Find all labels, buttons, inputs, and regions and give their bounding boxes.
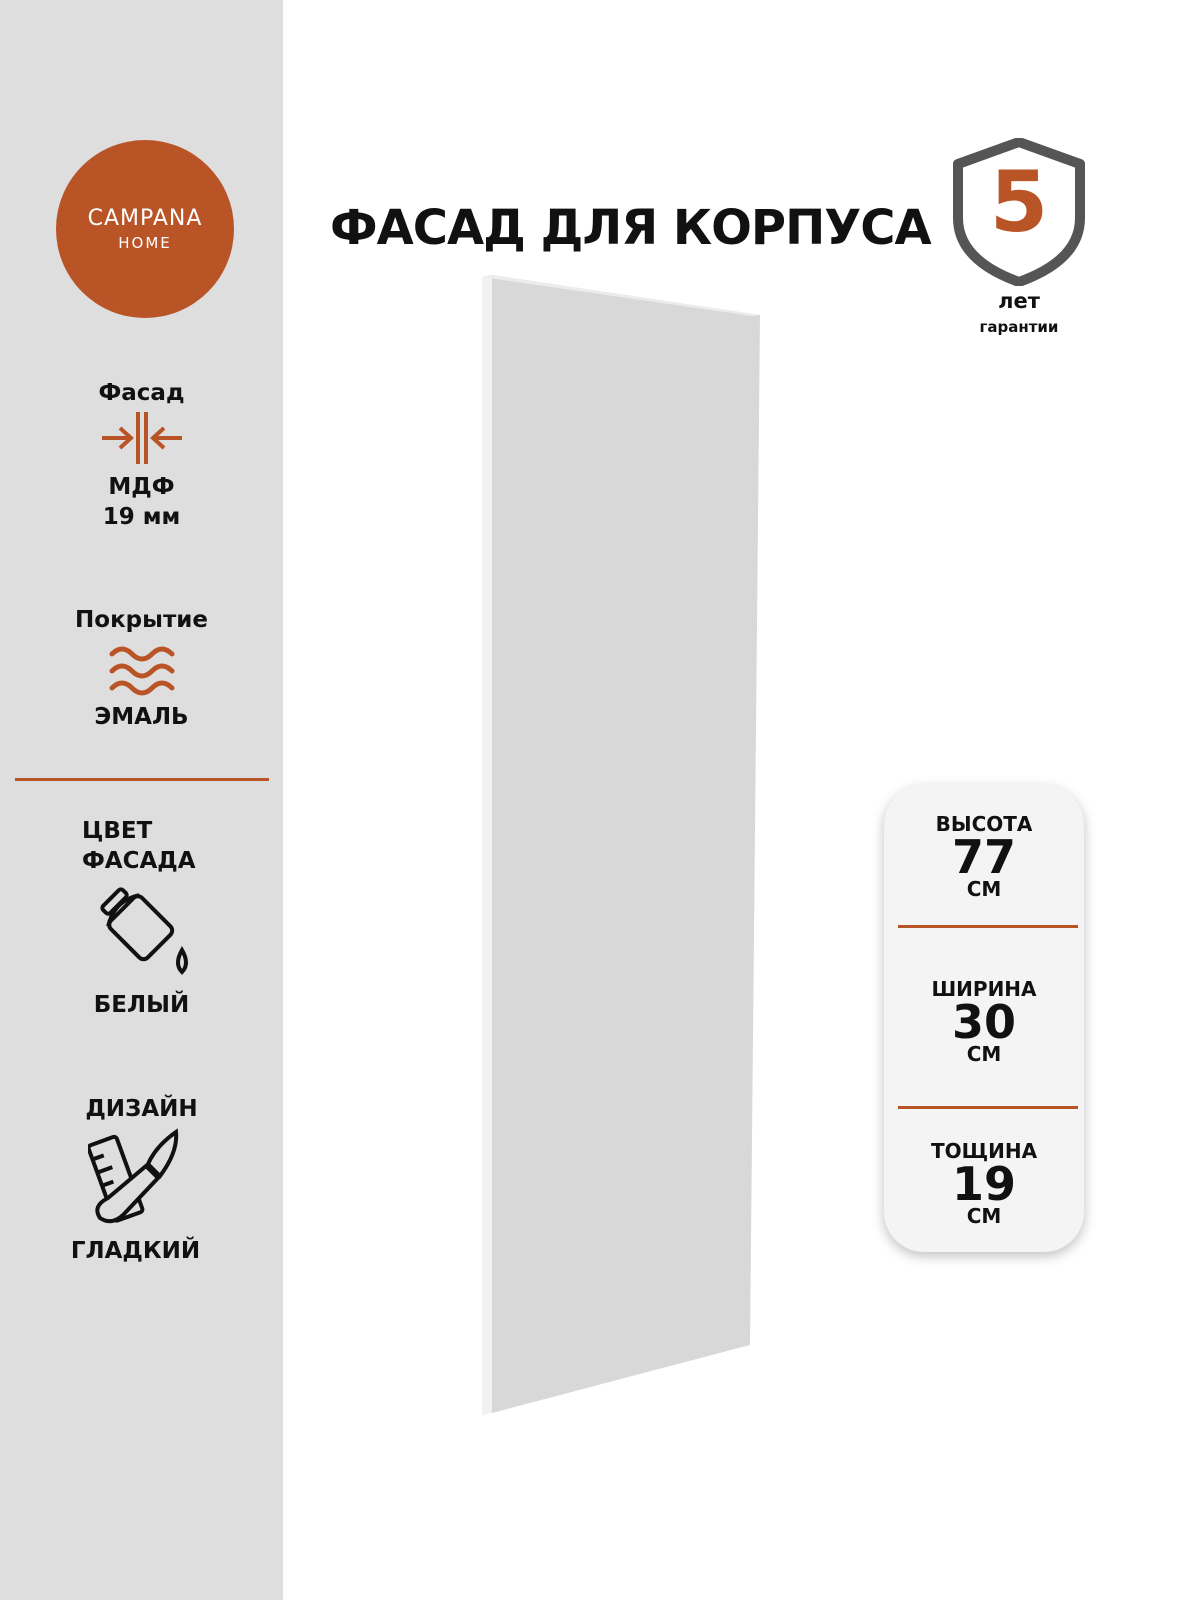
height-label: ВЫСОТА bbox=[935, 812, 1033, 836]
thickness-arrows-icon bbox=[100, 410, 184, 466]
sidebar-divider bbox=[15, 778, 269, 781]
height-block bbox=[884, 813, 1084, 899]
height-unit: СМ bbox=[966, 877, 1002, 901]
dimensions-divider bbox=[898, 1106, 1078, 1109]
facade-panel-image bbox=[470, 265, 780, 1425]
facade-thickness: 19 мм bbox=[102, 504, 181, 530]
brand-sub: HOME bbox=[118, 234, 172, 252]
page-title: ФАСАД ДЛЯ КОРПУСА bbox=[330, 200, 931, 256]
facade-label: Фасад bbox=[98, 380, 185, 406]
thickness-unit: СМ bbox=[966, 1204, 1002, 1228]
coating-label: Покрытие bbox=[75, 607, 208, 633]
height-value: 77 bbox=[951, 830, 1016, 884]
brand-logo bbox=[56, 140, 234, 318]
warranty-unit: лет bbox=[998, 289, 1040, 313]
thickness-block bbox=[884, 1140, 1084, 1226]
paint-bucket-icon bbox=[100, 882, 200, 982]
width-value: 30 bbox=[951, 995, 1016, 1049]
coating-value: ЭМАЛЬ bbox=[94, 704, 189, 730]
width-label: ШИРИНА bbox=[931, 977, 1037, 1001]
thickness-label: ТОЩИНА bbox=[930, 1139, 1038, 1163]
warranty-years: 5 bbox=[989, 153, 1049, 251]
color-label-line1: ЦВЕТ bbox=[82, 818, 153, 844]
width-unit: СМ bbox=[966, 1042, 1002, 1066]
sidebar bbox=[0, 0, 283, 1600]
thickness-value: 19 bbox=[951, 1157, 1016, 1211]
color-value: БЕЛЫЙ bbox=[93, 992, 190, 1018]
brand-name: CAMPANA bbox=[87, 206, 203, 231]
dimensions-card bbox=[884, 785, 1084, 1252]
design-value: ГЛАДКИЙ bbox=[70, 1238, 201, 1264]
design-label: ДИЗАЙН bbox=[85, 1096, 198, 1122]
dimensions-divider bbox=[898, 925, 1078, 928]
warranty-caption: гарантии bbox=[979, 318, 1059, 336]
waves-icon bbox=[108, 640, 176, 702]
facade-material: МДФ bbox=[108, 474, 175, 500]
brush-ruler-icon bbox=[88, 1126, 188, 1226]
width-block bbox=[884, 978, 1084, 1064]
color-label-line2: ФАСАДА bbox=[82, 848, 196, 874]
